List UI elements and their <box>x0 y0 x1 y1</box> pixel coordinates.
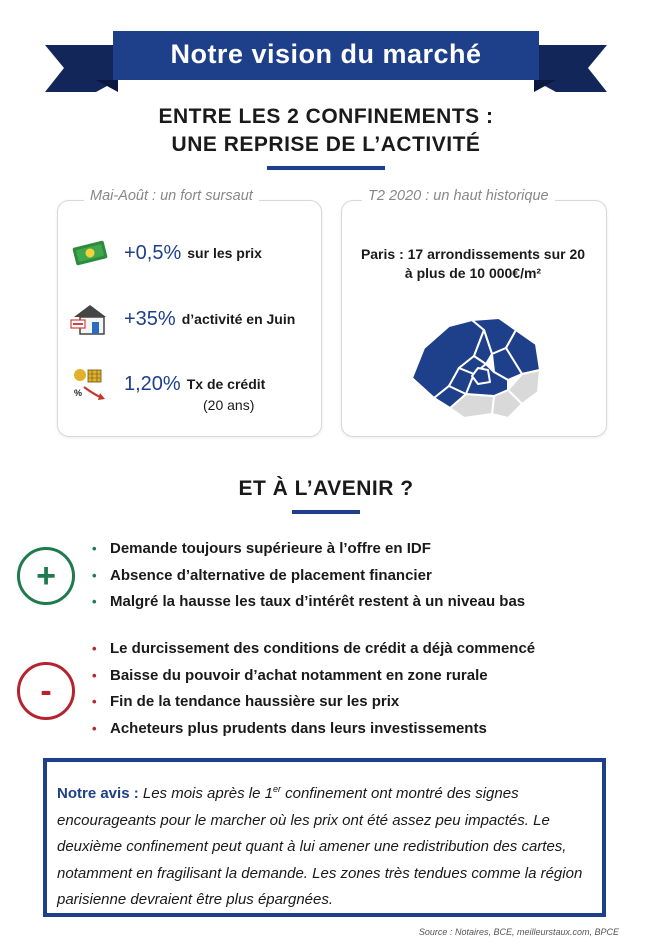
banner-title: Notre vision du marché <box>170 38 482 69</box>
stat-prices-label: sur les prix <box>187 245 262 261</box>
stat-activity-label: d’activité en Juin <box>181 311 296 327</box>
plus-icon: + <box>17 547 75 605</box>
main-title-line1: ENTRE LES 2 CONFINEMENTS : <box>158 105 494 128</box>
paris-card-legend: T2 2020 : un haut historique <box>362 188 555 204</box>
source-note: Source : Notaires, BCE, meilleurstaux.com, BPCE <box>418 927 619 937</box>
list-item: • Fin de la tendance haussière sur les prix <box>92 689 535 716</box>
opinion-text-sup: er <box>272 784 281 794</box>
svg-text:%: % <box>74 388 83 398</box>
stats-card-legend: Mai-Août : un fort sursaut <box>84 188 259 204</box>
list-item: • Absence d’alternative de placement financier <box>92 563 525 590</box>
opinion-text-part1: Les mois après le 1 <box>138 785 273 802</box>
opinion-text <box>57 776 592 914</box>
stat-prices-value: +0,5% <box>124 241 182 264</box>
stat-credit-duration: (20 ans) <box>203 397 255 413</box>
stat-credit <box>70 367 265 401</box>
minus-icon: - <box>17 662 75 720</box>
stat-credit-label: Tx de crédit <box>186 376 266 392</box>
money-bill-icon <box>70 236 110 270</box>
list-item: • Le durcissement des conditions de crédit a déjà commencé <box>92 636 535 663</box>
stat-activity-value: +35% <box>124 307 176 330</box>
stat-prices <box>70 236 262 270</box>
main-title <box>0 103 652 159</box>
paris-map-icon <box>404 308 544 426</box>
opinion-label: Notre avis : <box>57 785 139 802</box>
positives-list <box>92 536 525 616</box>
list-item: • Malgré la hausse les taux d’intérêt restent à un niveau bas <box>92 589 525 616</box>
house-sale-icon <box>70 302 110 336</box>
list-item: • Acheteurs plus prudents dans leurs investissements <box>92 716 535 743</box>
opinion-text-part2: confinement ont montré des signes encourageants pour le marcher où les prix ont été assez peu impactés. Le deuxième confinement peut quant à lui amener une redistribution des cartes, notamment en fragilisant la demande. Les zones très tendues comme la région parisienne devraient être plus épargnées. <box>57 785 583 908</box>
stat-activity <box>70 302 295 336</box>
future-section-underline <box>292 510 360 514</box>
paris-description <box>341 245 605 283</box>
list-item: • Demande toujours supérieure à l’offre en IDF <box>92 536 525 563</box>
list-item: • Baisse du pouvoir d’achat notamment en zone rurale <box>92 663 535 690</box>
title-underline <box>267 166 385 170</box>
main-title-line2: UNE REPRISE DE L’ACTIVITÉ <box>171 133 481 156</box>
negatives-list <box>92 636 535 742</box>
stat-credit-value: 1,20% <box>124 372 181 395</box>
credit-rate-icon <box>70 367 110 401</box>
paris-description-line1: Paris : 17 arrondissements sur 20 <box>360 246 586 262</box>
paris-description-line2: à plus de 10 000€/m² <box>404 265 542 281</box>
future-section-title: ET À L’AVENIR ? <box>238 477 414 500</box>
opinion-box <box>43 758 606 917</box>
